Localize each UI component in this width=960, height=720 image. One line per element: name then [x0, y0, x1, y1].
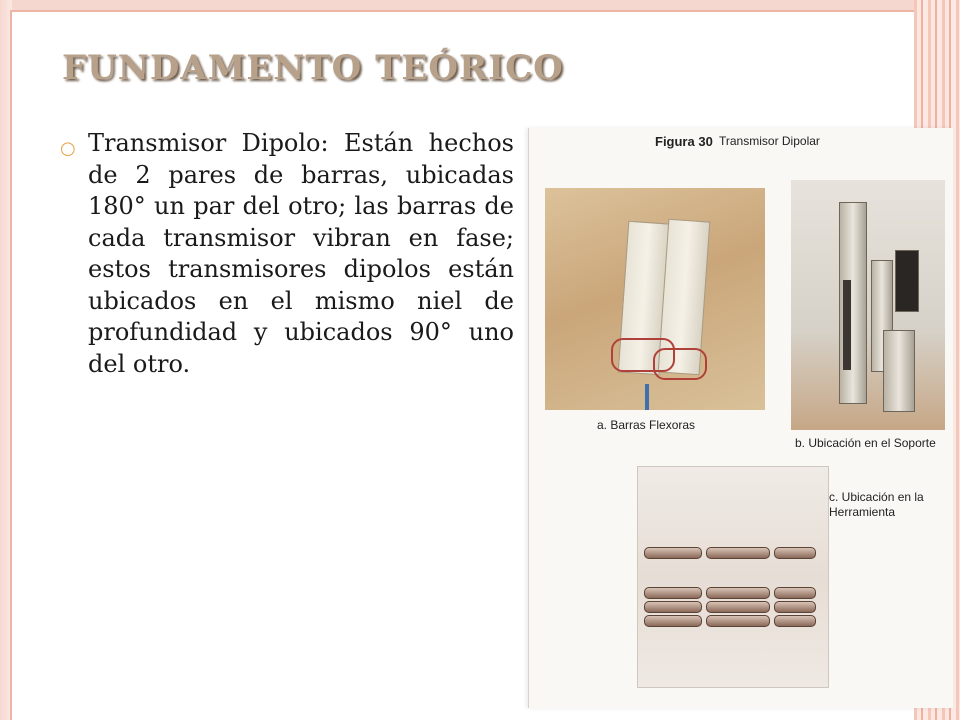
bullet-icon: ○ — [60, 138, 76, 159]
photo-tool — [637, 466, 829, 688]
figure-image — [528, 128, 953, 708]
frame-top-line — [10, 10, 915, 12]
figure-number: Figura 30 — [655, 134, 713, 149]
frame-left-line — [10, 10, 12, 720]
caption-c: c. Ubicación en la Herramienta — [829, 490, 924, 519]
figure-title: Transmisor Dipolar — [719, 134, 820, 148]
photo-flexor-bars — [545, 188, 765, 410]
bullet-text: Transmisor Dipolo: Están hechos de 2 pares de barras, ubicadas 180° un par del otro; las barras de cada transmisor vibran en fase; estos transmisores dipolos están ubicados en el mismo niel de profundidad y ubicados 90° uno del otro. — [88, 129, 514, 378]
caption-a: a. Barras Flexoras — [597, 418, 696, 432]
photo-support — [791, 180, 945, 430]
caption-b: b. Ubicación en el Soporte — [795, 436, 936, 450]
frame-top — [0, 0, 960, 10]
slide-title: FUNDAMENTO TEÓRICO — [62, 48, 564, 88]
